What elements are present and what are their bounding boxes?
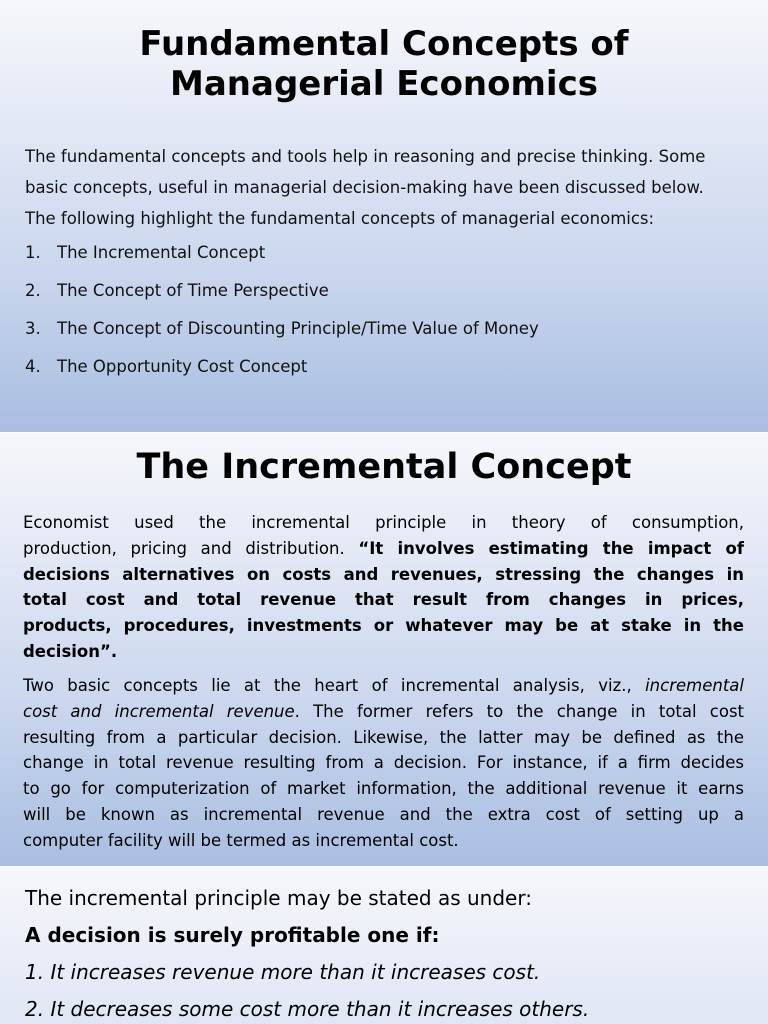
slide-fundamental-concepts: [0, 0, 768, 432]
list-item-label: The Incremental Concept: [57, 243, 266, 262]
list-item: [25, 316, 745, 354]
paragraph-line: [23, 536, 744, 562]
concepts-list: [25, 240, 745, 392]
principle-item: 1. It increases revenue more than it increases cost.: [25, 960, 541, 984]
text-run: Two basic concepts lie at the heart of incremental analysis, viz.,: [23, 676, 632, 695]
list-item-label: The Opportunity Cost Concept: [57, 357, 308, 376]
quote-line: total cost and total revenue that result from changes in prices,: [23, 590, 744, 610]
paragraph-line: [23, 673, 744, 699]
list-item-number: 2.: [25, 281, 41, 300]
list-item-label: The Concept of Discounting Principle/Time Value of Money: [57, 319, 539, 338]
paragraph-line: computer facility will be termed as incremental cost.: [23, 830, 459, 850]
principle-item: 2. It decreases some cost more than it increases others.: [25, 997, 590, 1021]
paragraph-line: will be known as incremental revenue and the extra cost of setting up a: [23, 804, 744, 824]
quote-line: products, procedures, investments or whatever may be at stake in the: [23, 616, 744, 636]
list-item: [25, 354, 745, 392]
paragraph-line: change in total revenue resulting from a decision. For instance, if a firm decides: [23, 753, 744, 773]
slide-title: The Incremental Concept: [136, 447, 632, 487]
italic-term: incremental: [645, 676, 744, 695]
quote-line: decision”.: [23, 641, 118, 661]
slide-incremental-concept: [0, 433, 768, 866]
slide-title: [0, 24, 768, 104]
paragraph-line: [23, 699, 744, 725]
title-line-2: Managerial Economics: [170, 64, 598, 104]
list-item: [25, 240, 745, 278]
intro-paragraph: [25, 141, 745, 234]
list-item: [25, 278, 745, 316]
definition-paragraph: [23, 510, 744, 665]
intro-line: basic concepts, useful in managerial decision-making have been discussed below.: [25, 178, 704, 197]
intro-line: The fundamental concepts and tools help in reasoning and precise thinking. Some: [25, 147, 706, 166]
text-run: production, pricing and distribution.: [23, 538, 345, 558]
list-item-number: 3.: [25, 319, 41, 338]
explanation-paragraph: [23, 673, 744, 854]
list-item-number: 4.: [25, 357, 41, 376]
title-line-1: Fundamental Concepts of: [139, 24, 629, 64]
paragraph-line: Economist used the incremental principle in theory of consumption,: [23, 513, 744, 532]
quote-line: decisions alternatives on costs and revenues, stressing the changes in: [23, 564, 744, 584]
italic-term: cost and incremental revenue: [23, 701, 295, 721]
quote-text: “It involves estimating the impact of: [358, 538, 744, 558]
slide-incremental-principle: [0, 867, 768, 1024]
intro-line: The following highlight the fundamental concepts of managerial economics:: [25, 209, 655, 228]
list-item-number: 1.: [25, 243, 41, 262]
paragraph-line: to go for computerization of market information, the additional revenue it earns: [23, 779, 744, 799]
principle-intro: The incremental principle may be stated as under:: [25, 886, 532, 910]
list-item-label: The Concept of Time Perspective: [57, 281, 329, 300]
text-run: . The former refers to the change in total cost: [294, 701, 744, 721]
principle-heading: A decision is surely profitable one if:: [25, 923, 440, 947]
paragraph-line: resulting from a particular decision. Likewise, the latter may be defined as the: [23, 727, 744, 747]
